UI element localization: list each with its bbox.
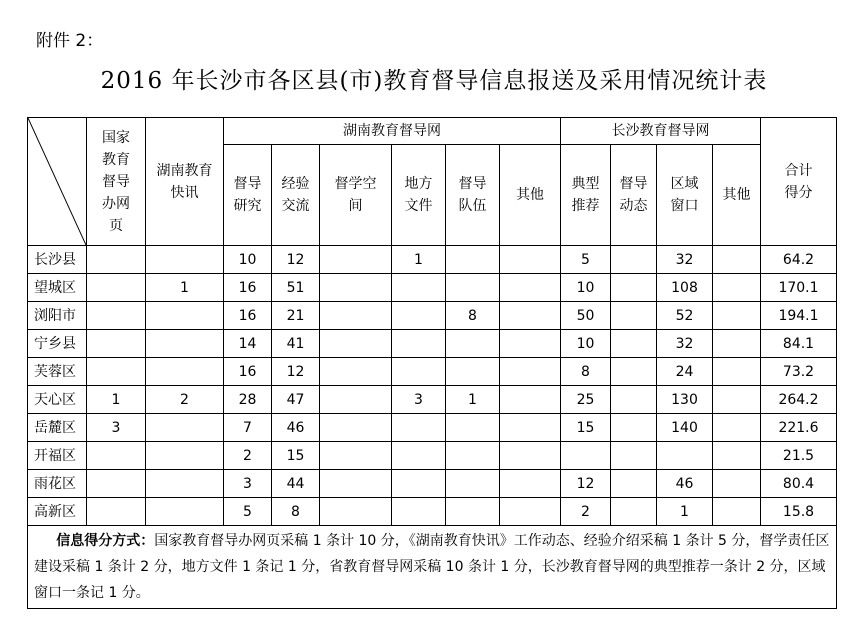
table-row [28, 414, 837, 442]
district-name: 岳麓区 [28, 414, 87, 442]
count-cell [446, 246, 500, 274]
count-cell: 12 [272, 246, 320, 274]
scoring-note-text: 国家教育督导办网页采稿 1 条计 10 分，《湖南教育快讯》工作动态、经验介绍采稿 1 条计 5 分，督学责任区建设采稿 1 条计 2 分，地方文件 1 条记 1 分，省教育督导网采稿 10 条计 1 分，长沙教育督导网的典型推荐一条计 2 分，区域窗口一条记 1 分。 [34, 533, 830, 601]
count-cell: 51 [272, 274, 320, 302]
total-score-cell: 194.1 [761, 302, 837, 330]
table-row [28, 302, 837, 330]
count-cell [713, 386, 761, 414]
count-cell [500, 498, 561, 526]
count-cell: 2 [561, 498, 611, 526]
count-cell [500, 442, 561, 470]
count-cell [446, 330, 500, 358]
count-cell: 5 [224, 498, 272, 526]
count-cell [392, 302, 446, 330]
district-name: 雨花区 [28, 470, 87, 498]
count-cell: 130 [657, 386, 713, 414]
count-cell: 12 [272, 358, 320, 386]
count-cell [713, 358, 761, 386]
count-cell: 1 [392, 246, 446, 274]
table-row [28, 470, 837, 498]
table-row [28, 386, 837, 414]
count-cell [87, 358, 146, 386]
header-changsha-sub: 典型 推荐 [561, 145, 611, 246]
district-name: 芙蓉区 [28, 358, 87, 386]
district-name: 开福区 [28, 442, 87, 470]
count-cell [446, 274, 500, 302]
table-row [28, 498, 837, 526]
count-cell: 2 [146, 386, 224, 414]
count-cell: 46 [657, 470, 713, 498]
count-cell: 16 [224, 358, 272, 386]
count-cell [146, 358, 224, 386]
statistics-table [27, 117, 837, 609]
header-hunan-sub: 督导 队伍 [446, 145, 500, 246]
count-cell [392, 498, 446, 526]
total-score-cell: 21.5 [761, 442, 837, 470]
count-cell [320, 386, 392, 414]
count-cell: 1 [87, 386, 146, 414]
count-cell [320, 470, 392, 498]
count-cell: 1 [446, 386, 500, 414]
count-cell [657, 442, 713, 470]
count-cell: 28 [224, 386, 272, 414]
count-cell [713, 274, 761, 302]
count-cell [320, 442, 392, 470]
header-hunan-net: 湖南教育督导网 [224, 118, 561, 145]
count-cell: 47 [272, 386, 320, 414]
total-score-cell: 264.2 [761, 386, 837, 414]
count-cell: 12 [561, 470, 611, 498]
district-name: 长沙县 [28, 246, 87, 274]
count-cell [611, 330, 657, 358]
district-name: 浏阳市 [28, 302, 87, 330]
count-cell [87, 274, 146, 302]
count-cell: 10 [561, 330, 611, 358]
count-cell [611, 274, 657, 302]
count-cell [500, 330, 561, 358]
count-cell [500, 386, 561, 414]
total-score-cell: 84.1 [761, 330, 837, 358]
page-title: 2016 年长沙市各区县(市)教育督导信息报送及采用情况统计表 [100, 68, 768, 94]
count-cell [87, 498, 146, 526]
count-cell [713, 470, 761, 498]
count-cell: 15 [561, 414, 611, 442]
count-cell [611, 386, 657, 414]
count-cell [713, 302, 761, 330]
count-cell [446, 414, 500, 442]
count-cell [392, 358, 446, 386]
count-cell [392, 330, 446, 358]
count-cell [320, 274, 392, 302]
header-hunan-sub: 其他 [500, 145, 561, 246]
count-cell: 41 [272, 330, 320, 358]
table-row [28, 358, 837, 386]
count-cell [87, 330, 146, 358]
count-cell: 5 [561, 246, 611, 274]
header-hunan-sub: 地方 文件 [392, 145, 446, 246]
header-changsha-sub: 督导 动态 [611, 145, 657, 246]
count-cell: 25 [561, 386, 611, 414]
count-cell [446, 470, 500, 498]
total-score-cell: 170.1 [761, 274, 837, 302]
count-cell [500, 414, 561, 442]
count-cell: 108 [657, 274, 713, 302]
count-cell: 1 [657, 498, 713, 526]
count-cell [146, 442, 224, 470]
count-cell [500, 246, 561, 274]
count-cell [713, 442, 761, 470]
header-hunan-sub: 督导 研究 [224, 145, 272, 246]
count-cell [561, 442, 611, 470]
count-cell [446, 498, 500, 526]
count-cell [392, 442, 446, 470]
count-cell [611, 498, 657, 526]
count-cell: 44 [272, 470, 320, 498]
count-cell [320, 302, 392, 330]
count-cell: 21 [272, 302, 320, 330]
count-cell: 3 [87, 414, 146, 442]
count-cell: 10 [224, 246, 272, 274]
count-cell: 16 [224, 274, 272, 302]
count-cell [500, 274, 561, 302]
count-cell: 8 [446, 302, 500, 330]
count-cell [611, 302, 657, 330]
table-row [28, 274, 837, 302]
count-cell [611, 470, 657, 498]
count-cell [146, 302, 224, 330]
count-cell [146, 498, 224, 526]
diagonal-line [28, 118, 86, 245]
count-cell: 8 [561, 358, 611, 386]
count-cell [146, 246, 224, 274]
count-cell: 16 [224, 302, 272, 330]
count-cell [320, 330, 392, 358]
count-cell [500, 358, 561, 386]
count-cell [320, 498, 392, 526]
count-cell: 32 [657, 330, 713, 358]
count-cell [500, 470, 561, 498]
count-cell [500, 302, 561, 330]
count-cell: 140 [657, 414, 713, 442]
count-cell [713, 246, 761, 274]
count-cell: 15 [272, 442, 320, 470]
count-cell: 3 [392, 386, 446, 414]
total-score-cell: 15.8 [761, 498, 837, 526]
count-cell: 46 [272, 414, 320, 442]
count-cell [713, 414, 761, 442]
count-cell [611, 442, 657, 470]
header-hunan-sub: 督学空 间 [320, 145, 392, 246]
count-cell [713, 330, 761, 358]
count-cell: 3 [224, 470, 272, 498]
total-score-cell: 73.2 [761, 358, 837, 386]
count-cell [320, 414, 392, 442]
count-cell: 32 [657, 246, 713, 274]
count-cell [87, 246, 146, 274]
scoring-note [28, 526, 837, 609]
count-cell: 24 [657, 358, 713, 386]
attachment-label: 附件 2： [36, 31, 104, 51]
count-cell [87, 302, 146, 330]
count-cell [146, 330, 224, 358]
count-cell [446, 442, 500, 470]
count-cell [392, 274, 446, 302]
count-cell [611, 358, 657, 386]
header-changsha-net: 长沙教育督导网 [561, 118, 761, 145]
header-national: 国家 教育 督导 办网 页 [87, 118, 146, 246]
count-cell: 50 [561, 302, 611, 330]
count-cell: 1 [146, 274, 224, 302]
total-score-cell: 221.6 [761, 414, 837, 442]
count-cell [320, 246, 392, 274]
count-cell [146, 470, 224, 498]
count-cell [146, 414, 224, 442]
count-cell [320, 358, 392, 386]
header-hunan-kuaixun: 湖南教育 快讯 [146, 118, 224, 246]
count-cell [611, 246, 657, 274]
count-cell: 2 [224, 442, 272, 470]
header-hunan-sub: 经验 交流 [272, 145, 320, 246]
count-cell: 8 [272, 498, 320, 526]
count-cell [611, 414, 657, 442]
total-score-cell: 64.2 [761, 246, 837, 274]
district-name: 望城区 [28, 274, 87, 302]
header-changsha-sub: 其他 [713, 145, 761, 246]
district-name: 天心区 [28, 386, 87, 414]
count-cell [392, 414, 446, 442]
count-cell: 7 [224, 414, 272, 442]
count-cell [87, 442, 146, 470]
table-row [28, 330, 837, 358]
count-cell: 52 [657, 302, 713, 330]
count-cell: 10 [561, 274, 611, 302]
scoring-note-label: 信息得分方式： [56, 533, 155, 549]
total-score-cell: 80.4 [761, 470, 837, 498]
diagonal-header-cell [28, 118, 87, 246]
header-changsha-sub: 区域 窗口 [657, 145, 713, 246]
table-row [28, 246, 837, 274]
table-row [28, 442, 837, 470]
count-cell [446, 358, 500, 386]
count-cell [87, 470, 146, 498]
count-cell: 14 [224, 330, 272, 358]
count-cell [392, 470, 446, 498]
count-cell [713, 498, 761, 526]
district-name: 宁乡县 [28, 330, 87, 358]
district-name: 高新区 [28, 498, 87, 526]
header-total: 合计 得分 [761, 118, 837, 246]
